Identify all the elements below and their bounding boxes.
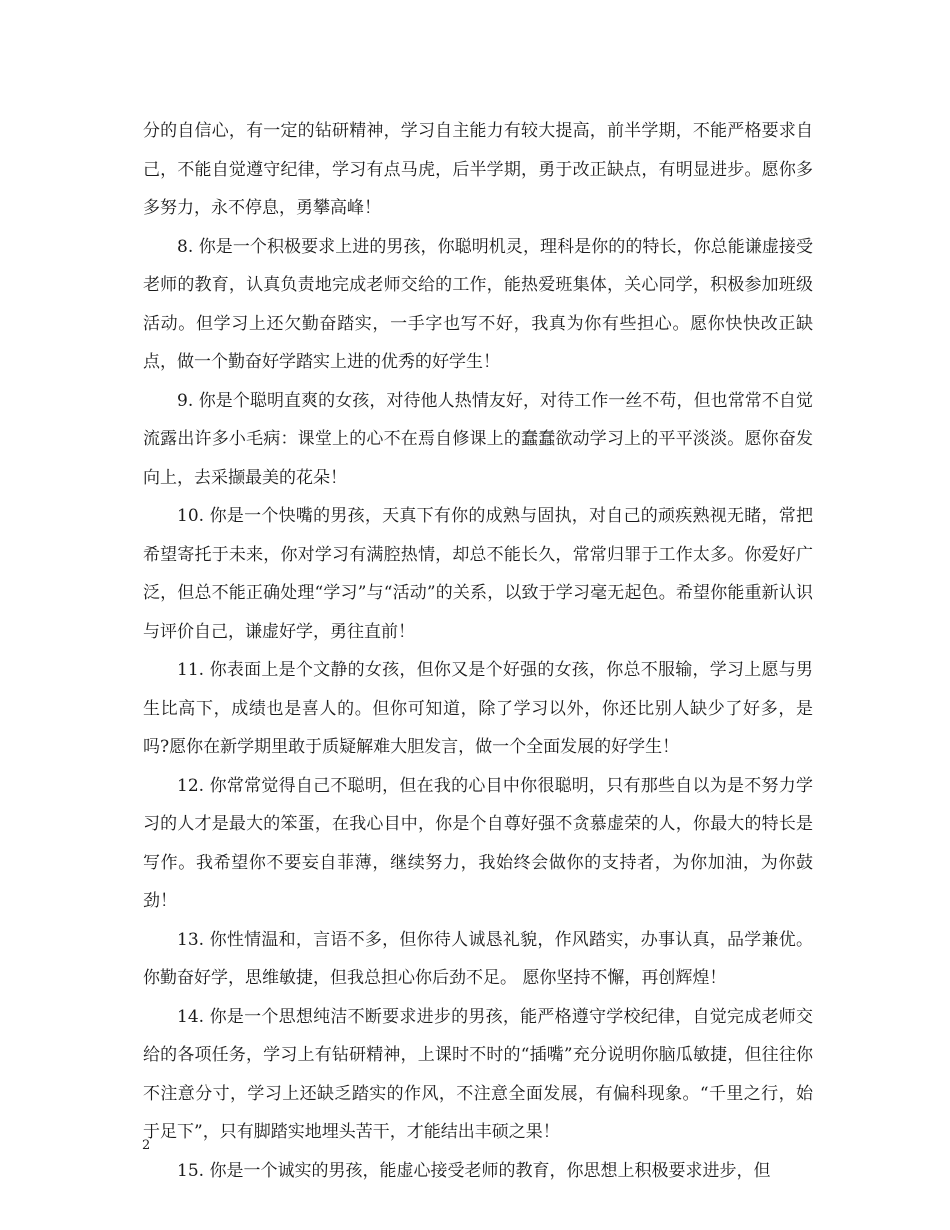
paragraph-item-10: 10. 你是一个快嘴的男孩，天真下有你的成熟与固执，对自己的顽疾熟视无睹，常把希望寄托于未来，你对学习有满腔热情，却总不能长久，常常归罪于工作太多。你爱好广泛，但总不能正确处理“学习”与“活动”的关系，以致于学习毫无起色。希望你能重新认识与评价自己，谦虚好学，勇往直前！ [143,506,813,642]
paragraph-item-11: 11. 你表面上是个文静的女孩，但你又是个好强的女孩，你总不服输，学习上愿与男生比高下，成绩也是喜人的。但你可知道，除了学习以外，你还比别人缺少了好多，是吗?愿你在新学期里敢于质疑解难大胆发言，做一个全面发展的好学生！ [143,660,813,757]
paragraph-item-13: 13. 你性情温和，言语不多，但你待人诚恳礼貌，作风踏实，办事认真，品学兼优。你勤奋好学，思维敏捷，但我总担心你后劲不足。 愿你坚持不懈，再创辉煌！ [143,929,813,988]
paragraph-item-12: 12. 你常常觉得自己不聪明，但在我的心目中你很聪明，只有那些自以为是不努力学习的人才是最大的笨蛋，在我心目中，你是个自尊好强不贪慕虚荣的人，你最大的特长是写作。我希望你不要妄自菲薄，继续努力，我始终会做你的支持者，为你加油，为你鼓劲！ [143,775,813,911]
paragraph-continued: 分的自信心，有一定的钻研精神，学习自主能力有较大提高，前半学期，不能严格要求自己，不能自觉遵守纪律，学习有点马虎，后半学期，勇于改正缺点，有明显进步。愿你多多努力，永不停息，勇攀高峰！ [143,121,813,218]
paragraph-item-14: 14. 你是一个思想纯洁不断要求进步的男孩，能严格遵守学校纪律，自觉完成老师交给的各项任务，学习上有钻研精神，上课时不时的“插嘴”充分说明你脑瓜敏捷，但往往你不注意分寸，学习上还缺乏踏实的作风，不注意全面发展，有偏科现象。“千里之行，始于足下”，只有脚踏实地埋头苦干，才能结出丰硕之果！ [143,1006,813,1142]
document-body [143,112,813,1190]
page-number: 2 [142,1138,151,1153]
paragraph-item-8: 8. 你是一个积极要求上进的男孩，你聪明机灵，理科是你的的特长，你总能谦虚接受老师的教育，认真负责地完成老师交给的工作，能热爱班集体，关心同学，积极参加班级活动。但学习上还欠勤奋踏实，一手字也写不好，我真为你有些担心。愿你快快改正缺点，做一个勤奋好学踏实上进的优秀的好学生！ [143,236,813,372]
paragraph-item-15: 15. 你是一个诚实的男孩，能虚心接受老师的教育，你思想上积极要求进步，但 [177,1160,771,1181]
paragraph-item-9: 9. 你是个聪明直爽的女孩，对待他人热情友好，对待工作一丝不苟，但也常常不自觉流露出许多小毛病：课堂上的心不在焉自修课上的蠢蠢欲动学习上的平平淡淡。愿你奋发向上，去采撷最美的花朵！ [143,390,813,488]
